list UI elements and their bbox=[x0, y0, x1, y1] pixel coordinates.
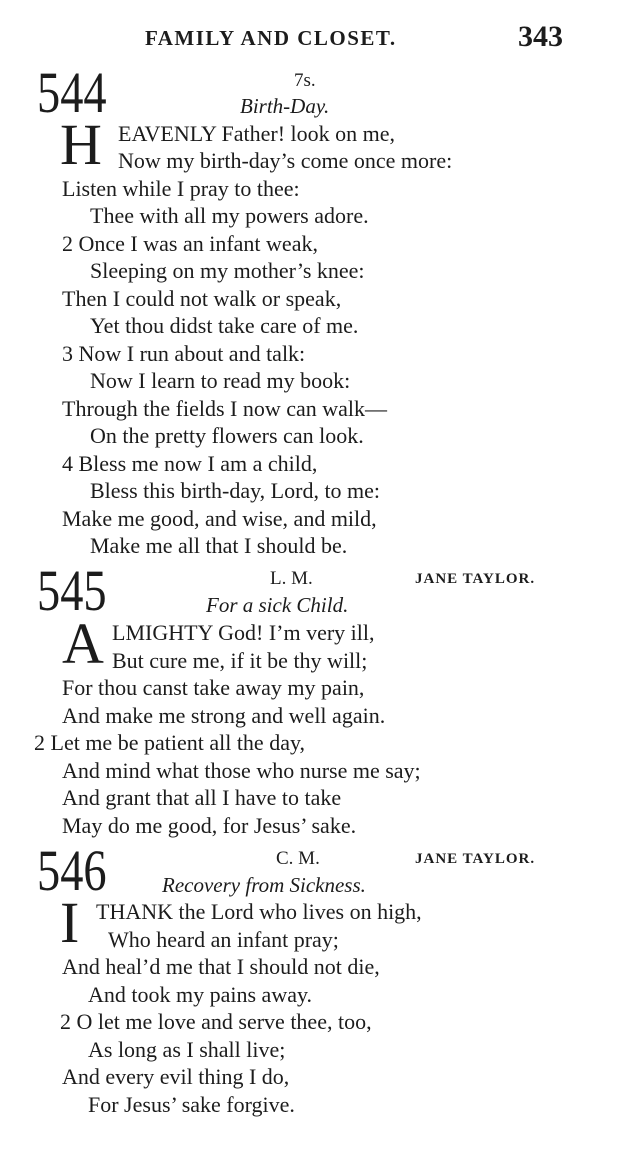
verse-line: As long as I shall live; bbox=[88, 1037, 286, 1062]
verse-line: And grant that all I have to take bbox=[62, 785, 342, 810]
header-title: FAMILY AND CLOSET. bbox=[145, 26, 397, 50]
verse-line: Make me good, and wise, and mild, bbox=[62, 506, 377, 531]
verse-line: 2 O let me love and serve thee, too, bbox=[60, 1009, 372, 1034]
drop-cap: A bbox=[62, 611, 104, 676]
hymn-author: JANE TAYLOR. bbox=[415, 571, 536, 587]
hymn-author: JANE TAYLOR. bbox=[415, 851, 536, 867]
hymn-number: 545 bbox=[37, 558, 107, 623]
hymn-number: 546 bbox=[37, 838, 107, 903]
verse-line: Sleeping on my mother’s knee: bbox=[90, 258, 365, 283]
verse-line: Thee with all my powers adore. bbox=[90, 203, 369, 228]
verse-line: And mind what those who nurse me say; bbox=[62, 758, 421, 783]
verse-line: And heal’d me that I should not die, bbox=[62, 954, 380, 979]
verse-line: EAVENLY Father! look on me, bbox=[118, 121, 396, 146]
verse-line: And make me strong and well again. bbox=[62, 703, 386, 728]
verse-line: But cure me, if it be thy will; bbox=[112, 648, 368, 673]
verse-line: And every evil thing I do, bbox=[62, 1064, 290, 1089]
verse-line: 3 Now I run about and talk: bbox=[62, 341, 306, 366]
verse-line: And took my pains away. bbox=[88, 982, 313, 1007]
verse-line: For Jesus’ sake forgive. bbox=[88, 1092, 295, 1117]
verse-line: Listen while I pray to thee: bbox=[62, 176, 300, 201]
hymn-number: 544 bbox=[37, 60, 107, 125]
verse-line: 2 Once I was an infant weak, bbox=[62, 231, 318, 256]
hymn-occasion: Recovery from Sickness. bbox=[162, 873, 366, 897]
verse-line: Now I learn to read my book: bbox=[90, 368, 351, 393]
drop-cap: I bbox=[60, 890, 80, 955]
hymn-meter: L. M. bbox=[270, 568, 313, 589]
hymn-occasion: Birth-Day. bbox=[240, 94, 330, 118]
verse-line: LMIGHTY God! I’m very ill, bbox=[112, 620, 375, 645]
hymn-meter: C. M. bbox=[276, 848, 320, 869]
verse-line: Make me all that I should be. bbox=[90, 533, 348, 558]
verse-line: For thou canst take away my pain, bbox=[62, 675, 365, 700]
verse-line: Through the fields I now can walk— bbox=[62, 396, 388, 421]
verse-line: Now my birth-day’s come once more: bbox=[118, 148, 453, 173]
verse-line: Yet thou didst take care of me. bbox=[90, 313, 359, 338]
hymn-meter: 7s. bbox=[294, 70, 316, 91]
page-number: 343 bbox=[518, 20, 563, 53]
verse-line: 4 Bless me now I am a child, bbox=[62, 451, 318, 476]
verse-line: May do me good, for Jesus’ sake. bbox=[62, 813, 357, 838]
verse-line: THANK the Lord who lives on high, bbox=[96, 899, 422, 924]
verse-line: Then I could not walk or speak, bbox=[62, 286, 342, 311]
verse-line: On the pretty flowers can look. bbox=[90, 423, 364, 448]
hymn-occasion: For a sick Child. bbox=[206, 593, 349, 617]
verse-line: Bless this birth-day, Lord, to me: bbox=[90, 478, 381, 503]
verse-line: Who heard an infant pray; bbox=[108, 927, 339, 952]
verse-line: 2 Let me be patient all the day, bbox=[34, 730, 306, 755]
drop-cap: H bbox=[60, 112, 102, 177]
